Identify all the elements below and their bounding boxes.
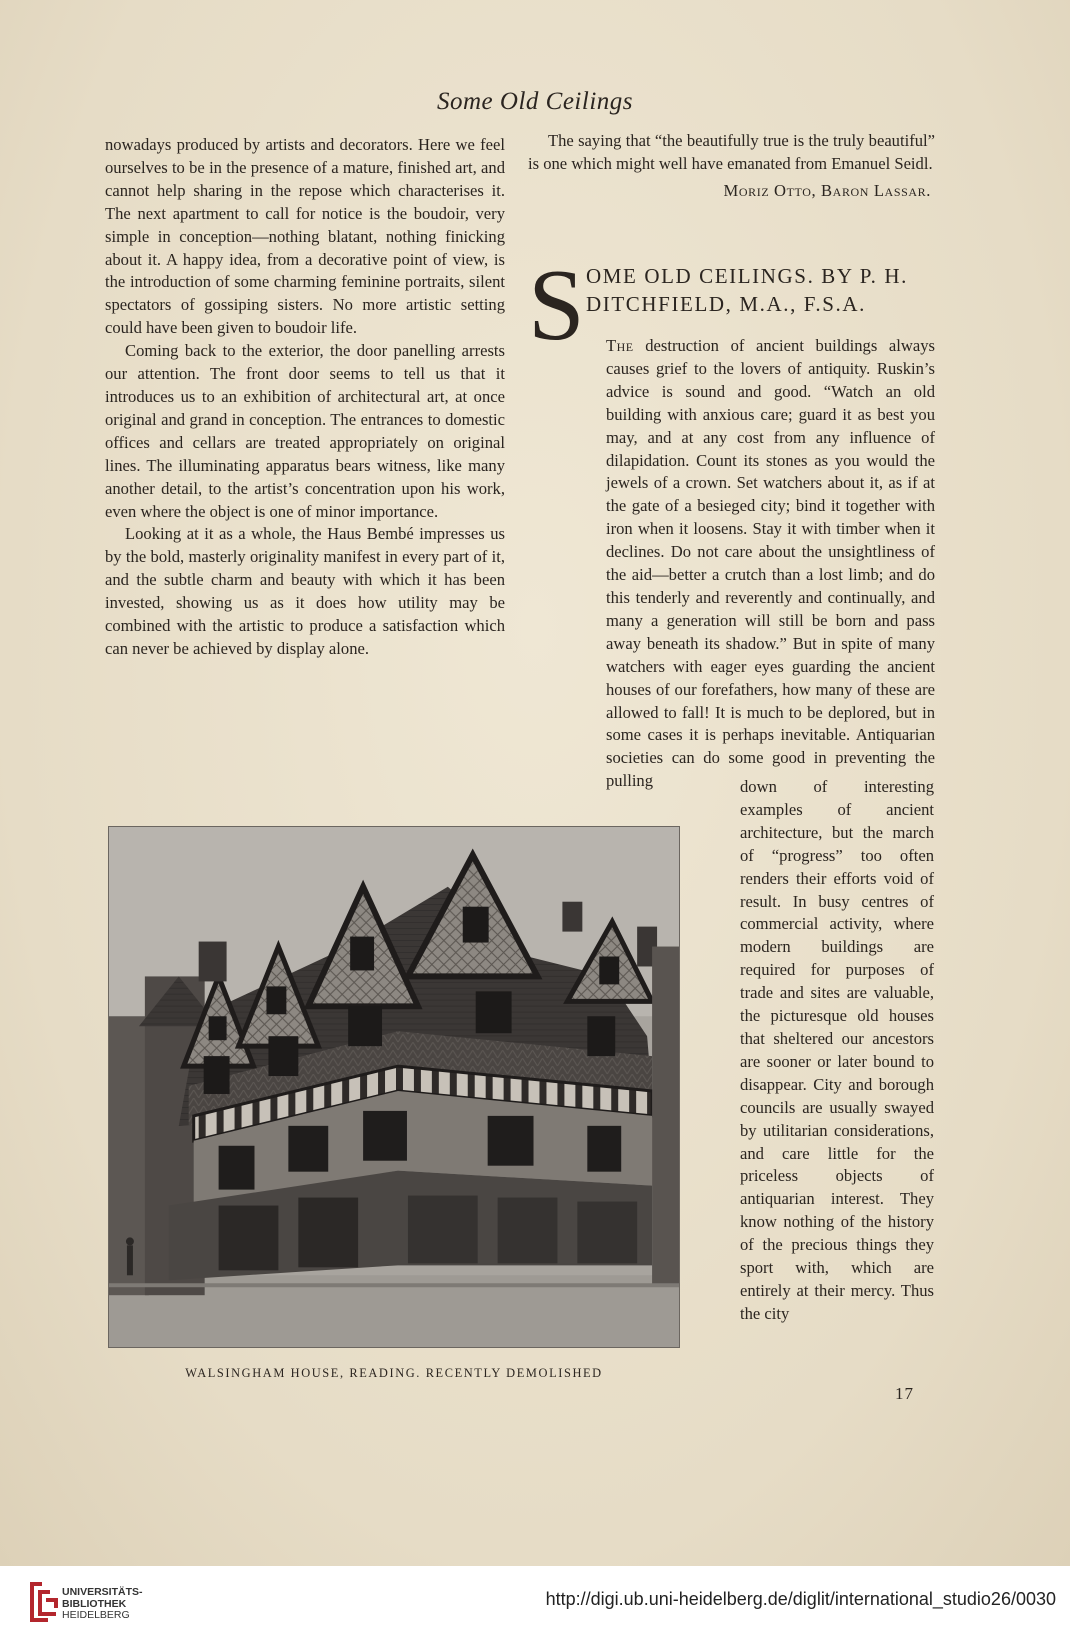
library-name-line-3: HEIDELBERG: [62, 1609, 130, 1621]
author-signature: Moriz Otto, Baron Lassar.: [723, 180, 931, 200]
photograph-tudor-house: [108, 826, 680, 1348]
university-library-logo-icon[interactable]: [24, 1578, 64, 1626]
permalink-url[interactable]: http://digi.ub.uni-heidelberg.de/diglit/international_studio26/0030: [545, 1589, 1056, 1609]
left-paragraph: Looking at it as a whole, the Haus Bembé impresses us by the bold, masterly originality manifest in every part of it, and the subtle charm and beauty with which it has been invested, showing us as it does how utility may be combined with the artistic to produce a satisfaction which can never be achieved by display alone.: [105, 524, 505, 658]
library-name-line-2: BIBLIOTHEK: [62, 1597, 127, 1610]
running-head: Some Old Ceilings: [437, 88, 633, 115]
house-illustration: [109, 827, 679, 1347]
left-paragraph: Coming back to the exterior, the door panelling arrests our attention. The front door seems to tell us that it introduces us to an exhibition of architectural art, at once original and grand in conception. The entrances to domestic offices and cellars are treated appropriately on original lines. The illuminating apparatus bears witness, like many another detail, to the artist’s concentration upon his work, even where the object is one of minor importance.: [105, 341, 505, 521]
library-footer: [0, 1566, 1070, 1641]
left-paragraph: nowadays produced by artists and decorators. Here we feel ourselves to be in the presence of a mature, finished art, and cannot help sharing in the repose which characterises it. The next apartment to call for notice is the boudoir, very simple in conception—nothing blatant, nothing finicking about it. A happy idea, from a decorative point of view, is the introduction of some charming feminine portraits, silent spectators of gossiping sisters. No more artistic setting could have been given to boudoir life.: [105, 135, 505, 338]
lead-small-caps: The: [606, 336, 634, 355]
narrow-paragraph: down of interesting examples of ancient architecture, but the march of “progress” too often renders their efforts void of result. In busy centres of commercial activity, where modern buildings are required for purposes of trade and sites are valuable, the picturesque old houses that sheltered our ancestors are sooner or later bound to disappear. City and borough councils are usually swayed by utilitarian considerations, and care little for the priceless objects of antiquarian interest. They know nothing of the history of the precious things they sport with, which are entirely at their mercy. Thus the city: [740, 777, 934, 1323]
library-name[interactable]: [62, 1587, 143, 1622]
right-column-intro: [528, 130, 935, 203]
photo-caption: WALSINGHAM HOUSE, READING. RECENTLY DEMOLISHED: [185, 1366, 603, 1380]
left-column: [105, 134, 505, 661]
closing-paragraph: The saying that “the beautifully true is the truly beautiful” is one which might well have emanated from Emanuel Seidl.: [528, 131, 935, 173]
drop-cap: S: [528, 249, 585, 362]
right-column-body: [528, 335, 935, 793]
heading-line-1: OME OLD CEILINGS. BY P. H.: [586, 264, 908, 288]
body-text: destruction of ancient buildings always causes grief to the lovers of antiquity. Ruskin’s advice is sound and good. “Watch an old building with anxious care; guard it as best you may, and at any cost from any influence of dilapidation. Count its stones as you would the jewels of a crown. Set watchers about it, as if at the gate of a besieged city; bind it together with iron when it loosens. Stay it with timber when it declines. Do not care about the unsightliness of the aid—better a crutch than a lost limb; and do this tenderly and reverently and continually, and many a generation will still be born and pass away beneath its shadow.” But in spite of many watchers with eager eyes guarding the ancient houses of our forefathers, how many of these are allowed to fall! It is much to be deplored, but in some cases it is perhaps inevitable. Antiquarian societies can do some good in preventing the pulling: [606, 336, 935, 791]
page-number: 17: [895, 1384, 914, 1403]
library-name-line-1: UNIVERSITÄTS-: [62, 1586, 143, 1598]
heading-line-2: DITCHFIELD, M.A., F.S.A.: [586, 292, 866, 316]
body-paragraph: [528, 335, 935, 793]
right-column-narrow: [740, 776, 934, 1326]
